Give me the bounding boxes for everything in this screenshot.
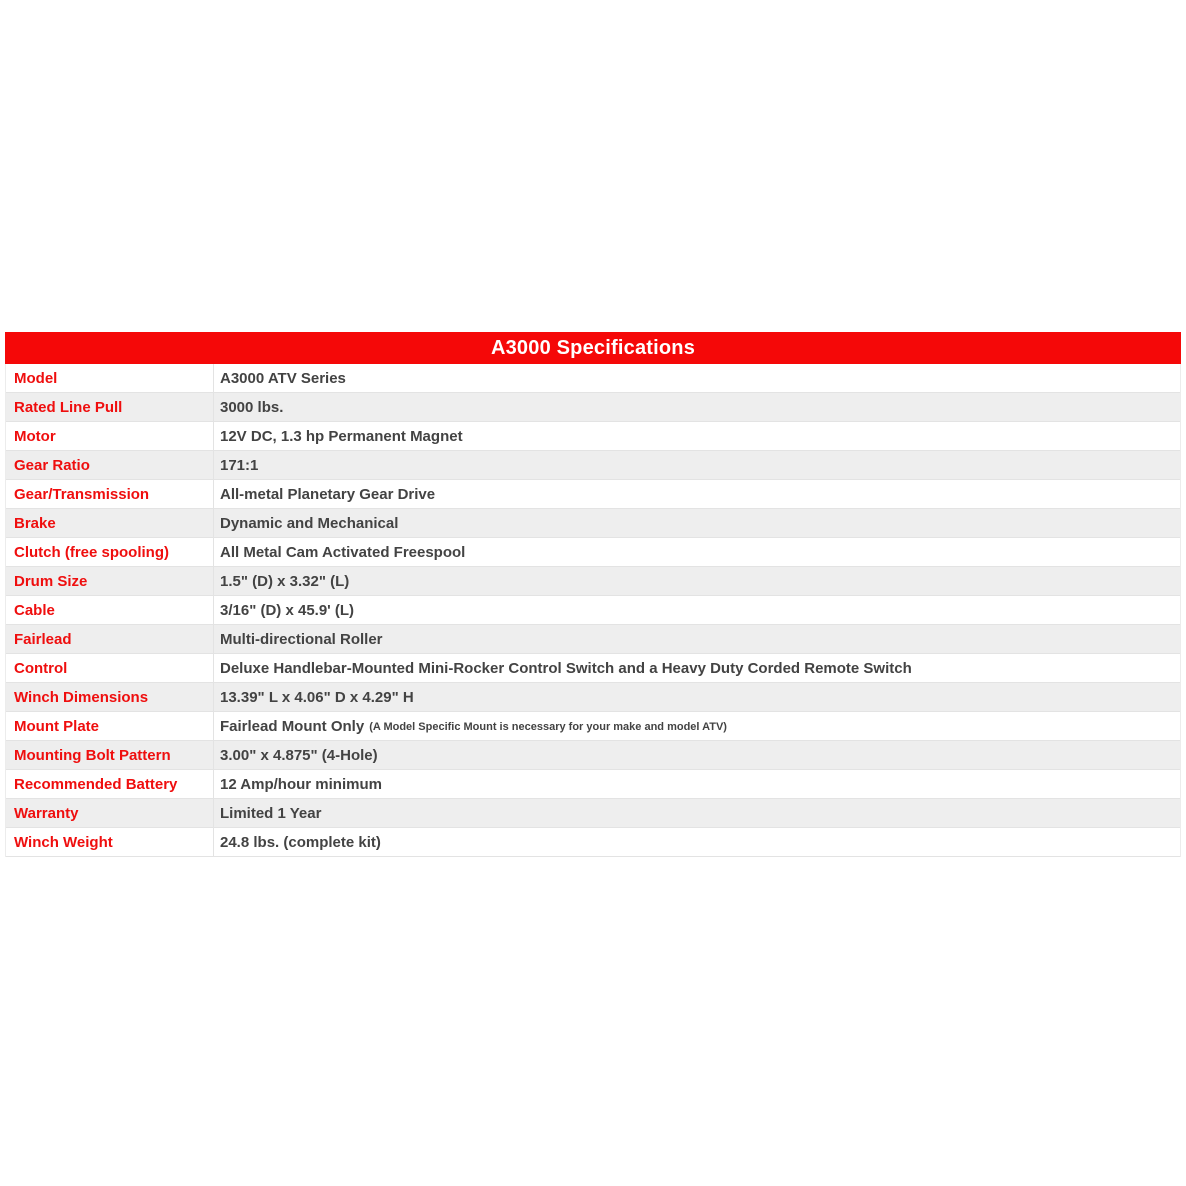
spec-label: Drum Size [6,567,214,595]
spec-label: Recommended Battery [6,770,214,798]
spec-row [6,480,1180,509]
spec-label: Motor [6,422,214,450]
spec-row [6,364,1180,393]
spec-value [214,625,1180,653]
spec-row [6,393,1180,422]
spec-label: Warranty [6,799,214,827]
spec-value [214,538,1180,566]
spec-label: Model [6,364,214,392]
spec-value [214,480,1180,508]
spec-label: Rated Line Pull [6,393,214,421]
spec-value [214,799,1180,827]
spec-value [214,741,1180,769]
spec-value-text: Deluxe Handlebar-Mounted Mini-Rocker Control Switch and a Heavy Duty Corded Remote Switch [220,659,912,677]
spec-label: Mount Plate [6,712,214,740]
spec-row [6,712,1180,741]
spec-value-text: 24.8 lbs. (complete kit) [220,833,381,851]
spec-value-text: 3/16" (D) x 45.9' (L) [220,601,355,619]
spec-value-text: 3000 lbs. [220,398,284,416]
spec-value-text: Fairlead Mount Only [220,717,365,735]
spec-value-text: 171:1 [220,456,259,474]
spec-value [214,422,1180,450]
spec-label: Gear/Transmission [6,480,214,508]
spec-row [6,683,1180,712]
spec-row [6,567,1180,596]
spec-value-text: A3000 ATV Series [220,369,346,387]
spec-value [214,509,1180,537]
spec-value-text: Dynamic and Mechanical [220,514,399,532]
spec-value-text: Multi-directional Roller [220,630,383,648]
spec-label: Brake [6,509,214,537]
spec-value-text: 1.5" (D) x 3.32" (L) [220,572,350,590]
spec-value-text: All-metal Planetary Gear Drive [220,485,436,503]
spec-value [214,770,1180,798]
spec-value-text: All Metal Cam Activated Freespool [220,543,466,561]
spec-value [214,596,1180,624]
spec-value [214,393,1180,421]
spec-value [214,712,1180,740]
spec-value [214,451,1180,479]
spec-value-text: 13.39" L x 4.06" D x 4.29" H [220,688,414,706]
spec-row [6,770,1180,799]
spec-value-text: 3.00" x 4.875" (4-Hole) [220,746,378,764]
spec-rows-container [5,364,1181,857]
spec-label: Fairlead [6,625,214,653]
specifications-table [5,332,1181,857]
spec-value-note: (A Model Specific Mount is necessary for your make and model ATV) [369,721,727,733]
spec-value [214,567,1180,595]
spec-label: Winch Dimensions [6,683,214,711]
spec-value-text: 12 Amp/hour minimum [220,775,382,793]
spec-label: Control [6,654,214,682]
spec-row [6,509,1180,538]
spec-label: Winch Weight [6,828,214,856]
table-title: A3000 Specifications [5,332,1181,364]
spec-value [214,828,1180,856]
spec-row [6,596,1180,625]
spec-value [214,654,1180,682]
spec-value [214,683,1180,711]
spec-row [6,741,1180,770]
spec-row [6,538,1180,567]
spec-row [6,625,1180,654]
spec-row [6,799,1180,828]
spec-value-text: 12V DC, 1.3 hp Permanent Magnet [220,427,463,445]
spec-value [214,364,1180,392]
spec-label: Mounting Bolt Pattern [6,741,214,769]
spec-row [6,422,1180,451]
spec-label: Cable [6,596,214,624]
spec-label: Gear Ratio [6,451,214,479]
spec-label: Clutch (free spooling) [6,538,214,566]
spec-value-text: Limited 1 Year [220,804,322,822]
spec-row [6,654,1180,683]
spec-row [6,828,1180,857]
spec-row [6,451,1180,480]
